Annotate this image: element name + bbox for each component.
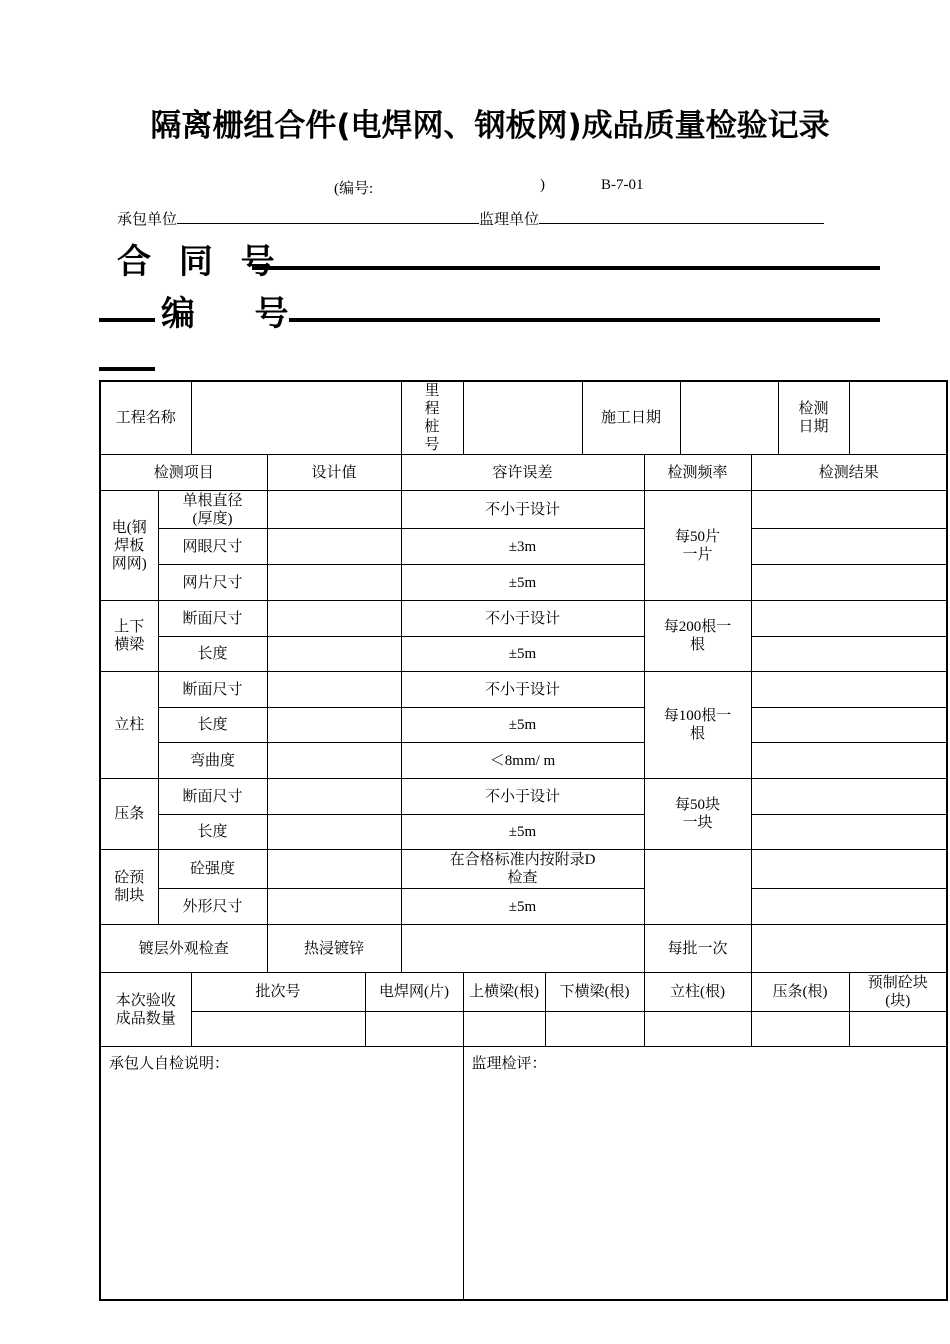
station-cell[interactable] [463, 381, 582, 455]
design-value-cell[interactable] [267, 491, 401, 529]
batch-label: 本次验收成品数量 [100, 973, 191, 1047]
supervisor-label: 监理单位 [479, 212, 540, 228]
item-label: 长度 [158, 815, 267, 850]
page-title: 隔离栅组合件(电焊网、钢板网)成品质量检验记录 [150, 108, 830, 144]
design-value-cell[interactable] [267, 601, 401, 637]
batch-cell[interactable] [545, 1012, 644, 1047]
coating-tolerance-cell[interactable] [401, 925, 644, 973]
tolerance-value: ±5m [401, 815, 644, 850]
tolerance-value: 不小于设计 [401, 672, 644, 708]
result-cell[interactable] [751, 779, 947, 815]
result-cell[interactable] [751, 601, 947, 637]
header-item: 检测项目 [100, 455, 267, 491]
result-cell[interactable] [751, 672, 947, 708]
batch-cell[interactable] [365, 1012, 463, 1047]
supervisor-field[interactable] [539, 209, 824, 224]
batch-cell[interactable] [463, 1012, 545, 1047]
batch-cell[interactable] [191, 1012, 365, 1047]
tolerance-value: ＜8mm/ m [401, 743, 644, 779]
batch-col-header: 预制砼块(块) [849, 973, 947, 1012]
tolerance-value: ±5m [401, 637, 644, 672]
item-label: 单根直径(厚度) [158, 491, 267, 529]
contractor-line [117, 208, 824, 229]
design-value-cell[interactable] [267, 743, 401, 779]
design-value-cell[interactable] [267, 565, 401, 601]
header-frequency: 检测频率 [644, 455, 751, 491]
tolerance-value: ±5m [401, 708, 644, 743]
header-result: 检测结果 [751, 455, 947, 491]
result-cell[interactable] [751, 708, 947, 743]
contractor-note[interactable]: 承包人自检说明： [100, 1047, 463, 1300]
item-label: 长度 [158, 637, 267, 672]
batch-col-header: 电焊网(片) [365, 973, 463, 1012]
form-code: B-7-01 [601, 177, 644, 193]
serial-field[interactable] [289, 318, 880, 322]
contract-no-label: 合 同 号 [117, 242, 283, 282]
inspection-date-label: 检测日期 [778, 381, 849, 455]
result-cell[interactable] [751, 491, 947, 529]
frequency-value: 每50块一块 [644, 779, 751, 850]
coating-frequency: 每批一次 [644, 925, 751, 973]
item-label: 长度 [158, 708, 267, 743]
serial-label: 编 号 [161, 294, 295, 334]
batch-cell[interactable] [849, 1012, 947, 1047]
tolerance-value: ±5m [401, 889, 644, 925]
header-tolerance: 容许误差 [401, 455, 644, 491]
batch-cell[interactable] [644, 1012, 751, 1047]
project-name-cell[interactable] [191, 381, 401, 455]
result-cell[interactable] [751, 889, 947, 925]
design-value-cell[interactable] [267, 637, 401, 672]
number-label: (编号: [334, 181, 374, 197]
batch-col-header: 下横梁(根) [545, 973, 644, 1012]
result-cell[interactable] [751, 565, 947, 601]
item-label: 断面尺寸 [158, 601, 267, 637]
item-label: 网片尺寸 [158, 565, 267, 601]
design-value-cell[interactable] [267, 815, 401, 850]
station-label: 里程桩号 [401, 381, 463, 455]
frequency-value: 每50片一片 [644, 491, 751, 601]
item-label: 弯曲度 [158, 743, 267, 779]
result-cell[interactable] [751, 815, 947, 850]
inspection-date-cell[interactable] [849, 381, 947, 455]
group-name: 电(钢焊板网网) [100, 491, 158, 601]
result-cell[interactable] [751, 850, 947, 889]
batch-col-header: 立柱(根) [644, 973, 751, 1012]
batch-cell[interactable] [751, 1012, 849, 1047]
tolerance-value: 不小于设计 [401, 779, 644, 815]
design-value-cell[interactable] [267, 708, 401, 743]
header-design: 设计值 [267, 455, 401, 491]
inspection-table [99, 380, 948, 1301]
supervisor-review[interactable]: 监理检评： [463, 1047, 947, 1300]
contractor-label: 承包单位 [117, 212, 178, 228]
batch-col-header: 上横梁(根) [463, 973, 545, 1012]
design-value-cell[interactable] [267, 672, 401, 708]
result-cell[interactable] [751, 529, 947, 565]
coating-design: 热浸镀锌 [267, 925, 401, 973]
number-close: ) [540, 177, 545, 193]
project-name-label: 工程名称 [100, 381, 191, 455]
item-label: 砼强度 [158, 850, 267, 889]
serial-suffix-line [99, 367, 155, 371]
tolerance-value: ±3m [401, 529, 644, 565]
contract-no-field[interactable] [252, 266, 880, 270]
frequency-value [644, 850, 751, 925]
construction-date-cell[interactable] [680, 381, 778, 455]
coating-item: 镀层外观检查 [100, 925, 267, 973]
tolerance-value: 不小于设计 [401, 601, 644, 637]
coating-result-cell[interactable] [751, 925, 947, 973]
item-label: 断面尺寸 [158, 779, 267, 815]
tolerance-value: 不小于设计 [401, 491, 644, 529]
design-value-cell[interactable] [267, 529, 401, 565]
contractor-field[interactable] [177, 209, 479, 224]
item-label: 断面尺寸 [158, 672, 267, 708]
design-value-cell[interactable] [267, 779, 401, 815]
construction-date-label: 施工日期 [582, 381, 680, 455]
tolerance-value: 在合格标准内按附录D检查 [401, 850, 644, 889]
tolerance-value: ±5m [401, 565, 644, 601]
design-value-cell[interactable] [267, 850, 401, 889]
frequency-value: 每200根一根 [644, 601, 751, 672]
group-name: 砼预制块 [100, 850, 158, 925]
result-cell[interactable] [751, 743, 947, 779]
group-name: 压条 [100, 779, 158, 850]
batch-col-header: 批次号 [191, 973, 365, 1012]
item-label: 网眼尺寸 [158, 529, 267, 565]
group-name: 上下横梁 [100, 601, 158, 672]
result-cell[interactable] [751, 637, 947, 672]
serial-prefix-line [99, 318, 155, 322]
frequency-value: 每100根一根 [644, 672, 751, 779]
group-name: 立柱 [100, 672, 158, 779]
design-value-cell[interactable] [267, 889, 401, 925]
batch-col-header: 压条(根) [751, 973, 849, 1012]
item-label: 外形尺寸 [158, 889, 267, 925]
